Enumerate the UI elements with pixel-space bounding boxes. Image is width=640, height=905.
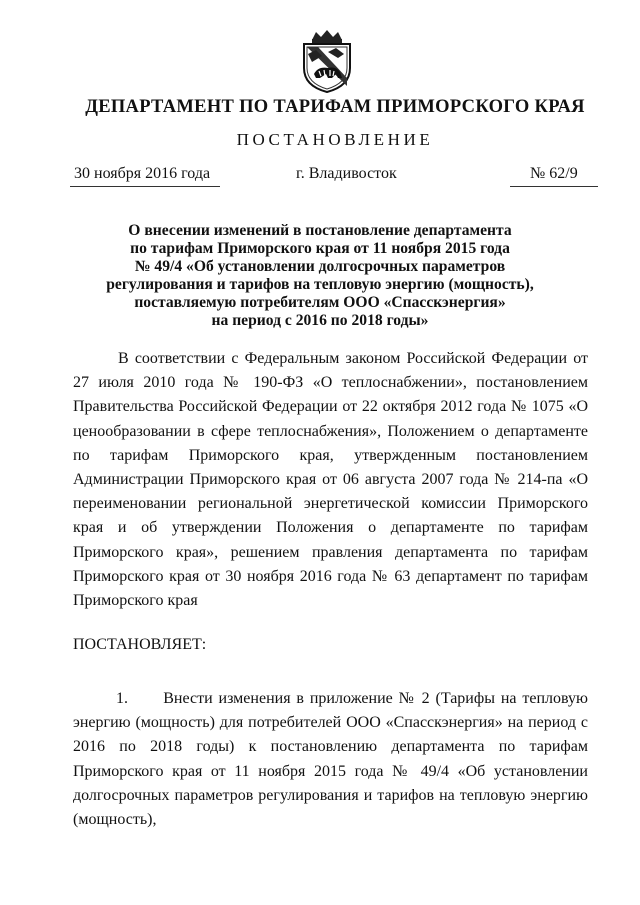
date-underline bbox=[70, 186, 220, 187]
decree-city: г. Владивосток bbox=[296, 165, 397, 182]
decree-date: 30 ноября 2016 года bbox=[74, 165, 211, 182]
number-underline bbox=[510, 186, 598, 187]
coat-of-arms-icon bbox=[298, 28, 356, 94]
title-line: О внесении изменений в постановление департамента bbox=[128, 222, 512, 239]
document-title bbox=[100, 222, 540, 330]
department-name: ДЕПАРТАМЕНТ ПО ТАРИФАМ ПРИМОРСКОГО КРАЯ bbox=[85, 97, 585, 117]
title-line: по тарифам Приморского края от 11 ноября 2015 года bbox=[130, 240, 510, 257]
clause-1-paragraph: 1. Внести изменения в приложение № 2 (Тарифы на тепловую энергию (мощность) для потребителей ООО «Спасскэнергия» на период с 2016 по 2018 годы) к постановлению департамента по тарифам Приморского края от 11 ноября 2015 года № 49/4 «Об установлении долгосрочных параметров регулирования и тарифов на тепловую энергию (мощность), bbox=[73, 690, 588, 829]
title-line: на период с 2016 по 2018 годы» bbox=[211, 312, 429, 329]
title-line: № 49/4 «Об установлении долгосрочных параметров bbox=[134, 258, 506, 275]
resolve-heading: ПОСТАНОВЛЯЕТ: bbox=[73, 636, 207, 653]
title-line: регулирования и тарифов на тепловую энергию (мощность), bbox=[106, 276, 534, 293]
preamble-paragraph: В соответствии с Федеральным законом Российской Федерации от 27 июля 2010 года № 190-ФЗ «О теплоснабжении», постановлением Правительства Российской Федерации от 22 октября 2012 года № 1075 «О ценообразовании в сфере теплоснабжения», Положением о департаменте по тарифам Приморского края, утвержденным постановлением Администрации Приморского края от 06 августа 2007 года № 214-па «О переименовании региональной энергетической комиссии Приморского края и об утверждении Положения о департаменте по тарифам Приморского края», решением правления департамента по тарифам Приморского края от 30 ноября 2016 года № 63 департамент по тарифам Приморского края bbox=[73, 350, 588, 610]
title-line: поставляемую потребителям ООО «Спасскэнергия» bbox=[134, 294, 506, 311]
decree-number: № 62/9 bbox=[530, 165, 578, 182]
document-type: ПОСТАНОВЛЕНИЕ bbox=[236, 130, 434, 149]
